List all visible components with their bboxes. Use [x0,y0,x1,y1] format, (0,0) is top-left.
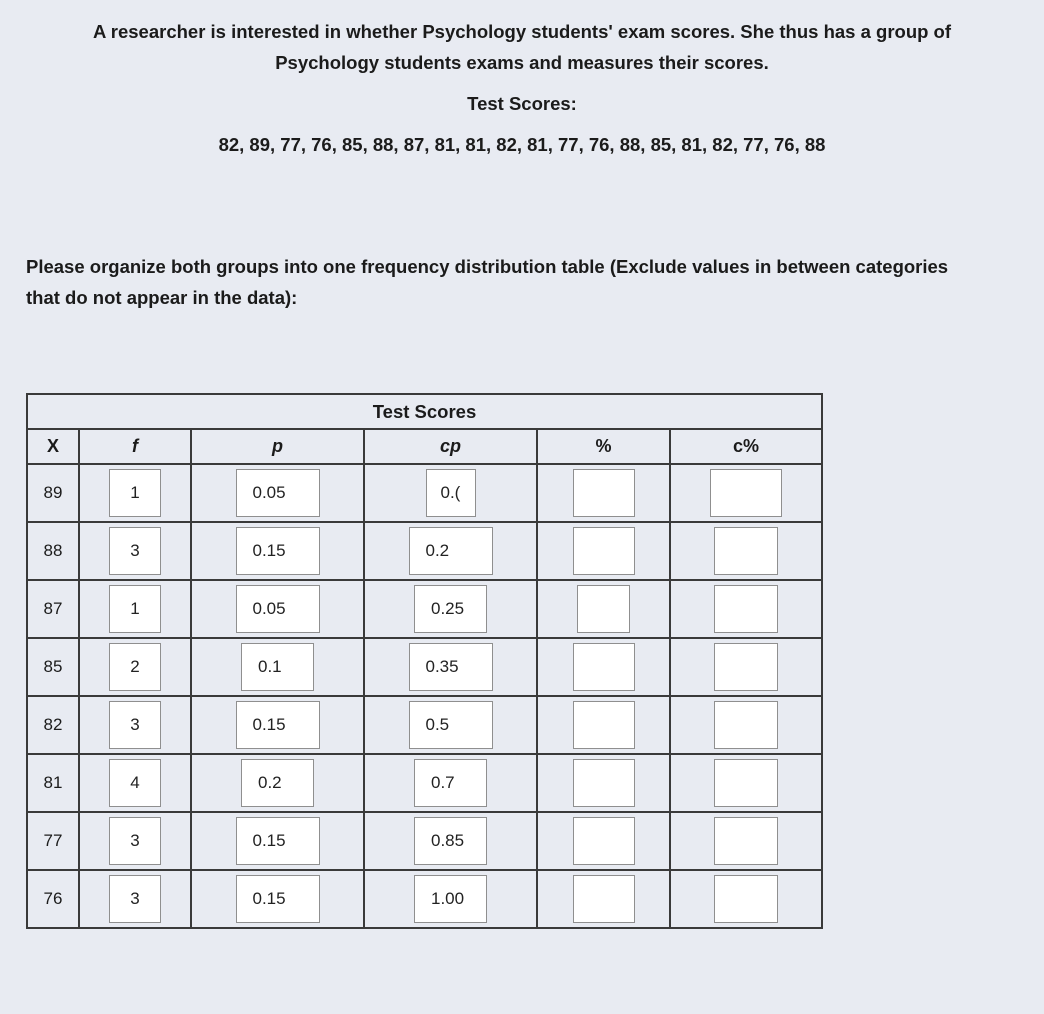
frequency-table [26,393,823,929]
cp-input[interactable]: 1.00 [414,875,487,923]
cp-input[interactable]: 0.25 [414,585,487,633]
percent-input[interactable] [573,817,635,865]
cp-input[interactable]: 0.2 [409,527,493,575]
x-value: 81 [27,754,79,812]
p-input[interactable]: 0.15 [236,817,320,865]
scores-list: 82, 89, 77, 76, 85, 88, 87, 81, 81, 82, 81, 77, 76, 88, 85, 81, 82, 77, 76, 88 [218,134,826,155]
instructions-line-1: Please organize both groups into one frequency distribution table (Exclude values in between categories [26,256,949,277]
instructions-line-2: that do not appear in the data): [26,287,298,308]
cumulative-percent-input[interactable] [714,643,778,691]
table-row [27,522,822,580]
cp-input[interactable]: 0.( [426,469,476,517]
p-input[interactable]: 0.05 [236,469,320,517]
cumulative-percent-input[interactable] [714,875,778,923]
p-input[interactable]: 0.05 [236,585,320,633]
p-input[interactable]: 0.1 [241,643,314,691]
x-value: 77 [27,812,79,870]
table-row [27,870,822,928]
header-cp: cp [364,429,537,464]
x-value: 89 [27,464,79,522]
x-value: 82 [27,696,79,754]
f-input[interactable]: 3 [109,817,161,865]
table-row [27,696,822,754]
intro-line-2: Psychology students exams and measures their scores. [275,52,769,73]
cp-input[interactable]: 0.85 [414,817,487,865]
cumulative-percent-input[interactable] [714,585,778,633]
p-input[interactable]: 0.15 [236,875,320,923]
table-row [27,754,822,812]
cp-input[interactable]: 0.5 [409,701,493,749]
x-value: 76 [27,870,79,928]
percent-input[interactable] [573,701,635,749]
header-p: p [191,429,364,464]
percent-input[interactable] [573,527,635,575]
header-percent: % [537,429,670,464]
table-row [27,580,822,638]
percent-input[interactable] [573,469,635,517]
header-f: f [79,429,191,464]
cumulative-percent-input[interactable] [710,469,782,517]
scores-title: Test Scores: [467,93,577,114]
instructions [26,251,1036,313]
header-cumulative-percent: c% [670,429,822,464]
f-input[interactable]: 3 [109,701,161,749]
cp-input[interactable]: 0.7 [414,759,487,807]
cumulative-percent-input[interactable] [714,701,778,749]
cp-input[interactable]: 0.35 [409,643,493,691]
f-input[interactable]: 1 [109,469,161,517]
cumulative-percent-input[interactable] [714,527,778,575]
percent-input[interactable] [573,643,635,691]
table-caption: Test Scores [27,394,822,429]
header-x: X [27,429,79,464]
f-input[interactable]: 4 [109,759,161,807]
cumulative-percent-input[interactable] [714,759,778,807]
table-row [27,812,822,870]
f-input[interactable]: 3 [109,527,161,575]
table-row [27,638,822,696]
percent-input[interactable] [577,585,630,633]
x-value: 88 [27,522,79,580]
x-value: 87 [27,580,79,638]
table-row [27,464,822,522]
f-input[interactable]: 2 [109,643,161,691]
f-input[interactable]: 1 [109,585,161,633]
x-value: 85 [27,638,79,696]
percent-input[interactable] [573,759,635,807]
f-input[interactable]: 3 [109,875,161,923]
percent-input[interactable] [573,875,635,923]
question-intro [0,16,1044,160]
p-input[interactable]: 0.2 [241,759,314,807]
cumulative-percent-input[interactable] [714,817,778,865]
p-input[interactable]: 0.15 [236,527,320,575]
intro-line-1: A researcher is interested in whether Psychology students' exam scores. She thus has a group of [92,21,952,42]
p-input[interactable]: 0.15 [236,701,320,749]
